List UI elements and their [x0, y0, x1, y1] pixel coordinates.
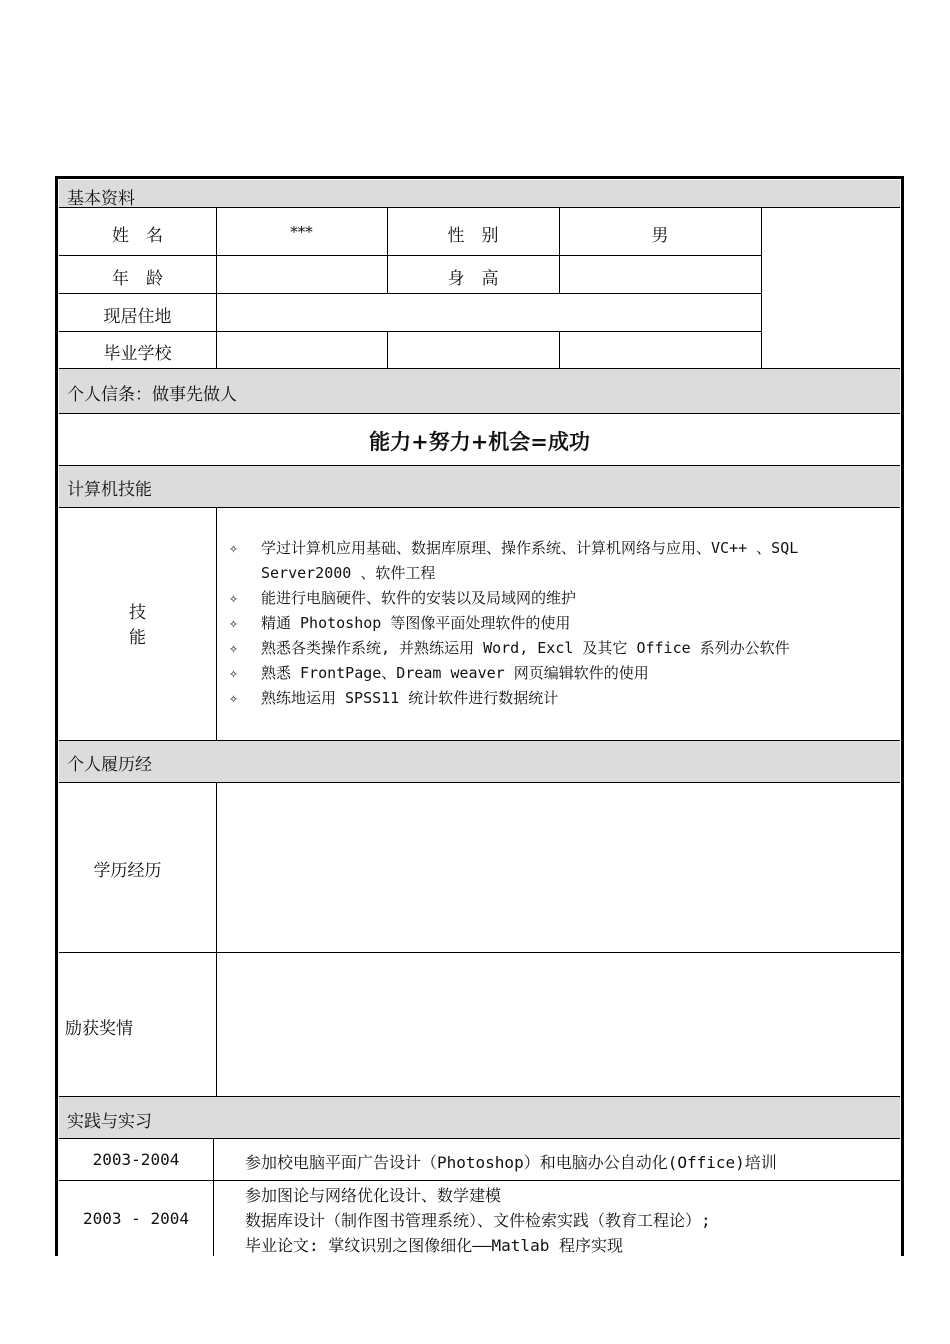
resume-section-title: 个人履历经 — [67, 755, 152, 775]
resume-frame — [55, 176, 904, 1256]
address-label: 现居住地 — [103, 307, 172, 327]
education-label: 学历经历 — [93, 861, 162, 881]
practice-description: 参加图论与网络优化设计、数学建模 — [245, 1186, 502, 1205]
skill-label-1: 技 — [129, 603, 146, 623]
diamond-bullet-icon: ✧ — [229, 589, 239, 607]
basic-section-band — [59, 180, 900, 207]
practice-section-title: 实践与实习 — [67, 1112, 152, 1132]
practice-section-band — [59, 1096, 900, 1138]
school-label: 毕业学校 — [103, 344, 172, 364]
skill-item: ✧ 熟悉 FrontPage、Dream weaver 网页编辑软件的使用 — [229, 661, 798, 686]
skill-item: ✧ 熟悉各类操作系统, 并熟练运用 Word, Excl 及其它 Office 系列办公软件 — [229, 636, 798, 661]
computer-section-band — [59, 465, 900, 507]
diamond-bullet-icon: ✧ — [229, 664, 239, 682]
motto-text: 能力+努力+机会=成功 — [369, 429, 590, 454]
basic-section-title: 基本资料 — [67, 189, 135, 209]
diamond-bullet-icon: ✧ — [229, 614, 239, 632]
age-label: 年 龄 — [112, 269, 163, 289]
practice-year: 2003 - 2004 — [83, 1209, 189, 1228]
skill-item: ✧ 学过计算机应用基础、数据库原理、操作系统、计算机网络与应用、VC++ 、SQL — [229, 536, 798, 561]
diamond-bullet-icon: ✧ — [229, 539, 239, 557]
skill-item: ✧ 能进行电脑硬件、软件的安装以及局域网的维护 — [229, 586, 798, 611]
skill-item-continuation: Server2000 、软件工程 — [261, 564, 436, 582]
name-value: *** — [290, 223, 313, 241]
computer-section-title: 计算机技能 — [67, 480, 152, 500]
skill-item: ✧ 熟练地运用 SPSS11 统计软件进行数据统计 — [229, 686, 798, 711]
name-label: 姓 名 — [112, 226, 163, 246]
resume-section-band — [59, 740, 900, 782]
practice-year: 2003-2004 — [92, 1150, 180, 1169]
practice-description: 参加校电脑平面广告设计（Photoshop）和电脑办公自动化(Office)培训 — [245, 1153, 777, 1172]
diamond-bullet-icon: ✧ — [229, 639, 239, 657]
gender-label: 性 别 — [447, 226, 499, 246]
gender-value: 男 — [651, 226, 669, 246]
skill-item: ✧ 精通 Photoshop 等图像平面处理软件的使用 — [229, 611, 798, 636]
practice-description: 数据库设计（制作图书管理系统）、文件检索实践（教育工程论）; — [245, 1211, 711, 1230]
awards-label: 励获奖情 — [65, 1019, 133, 1039]
height-label: 身 高 — [447, 269, 499, 289]
skills-list — [229, 536, 798, 711]
diamond-bullet-icon: ✧ — [229, 689, 239, 707]
creed-section-title: 个人信条：做事先做人 — [67, 385, 237, 405]
skill-label-2: 能 — [129, 628, 146, 648]
practice-description: 毕业论文: 掌纹识别之图像细化——Matlab 程序实现 — [245, 1236, 623, 1255]
